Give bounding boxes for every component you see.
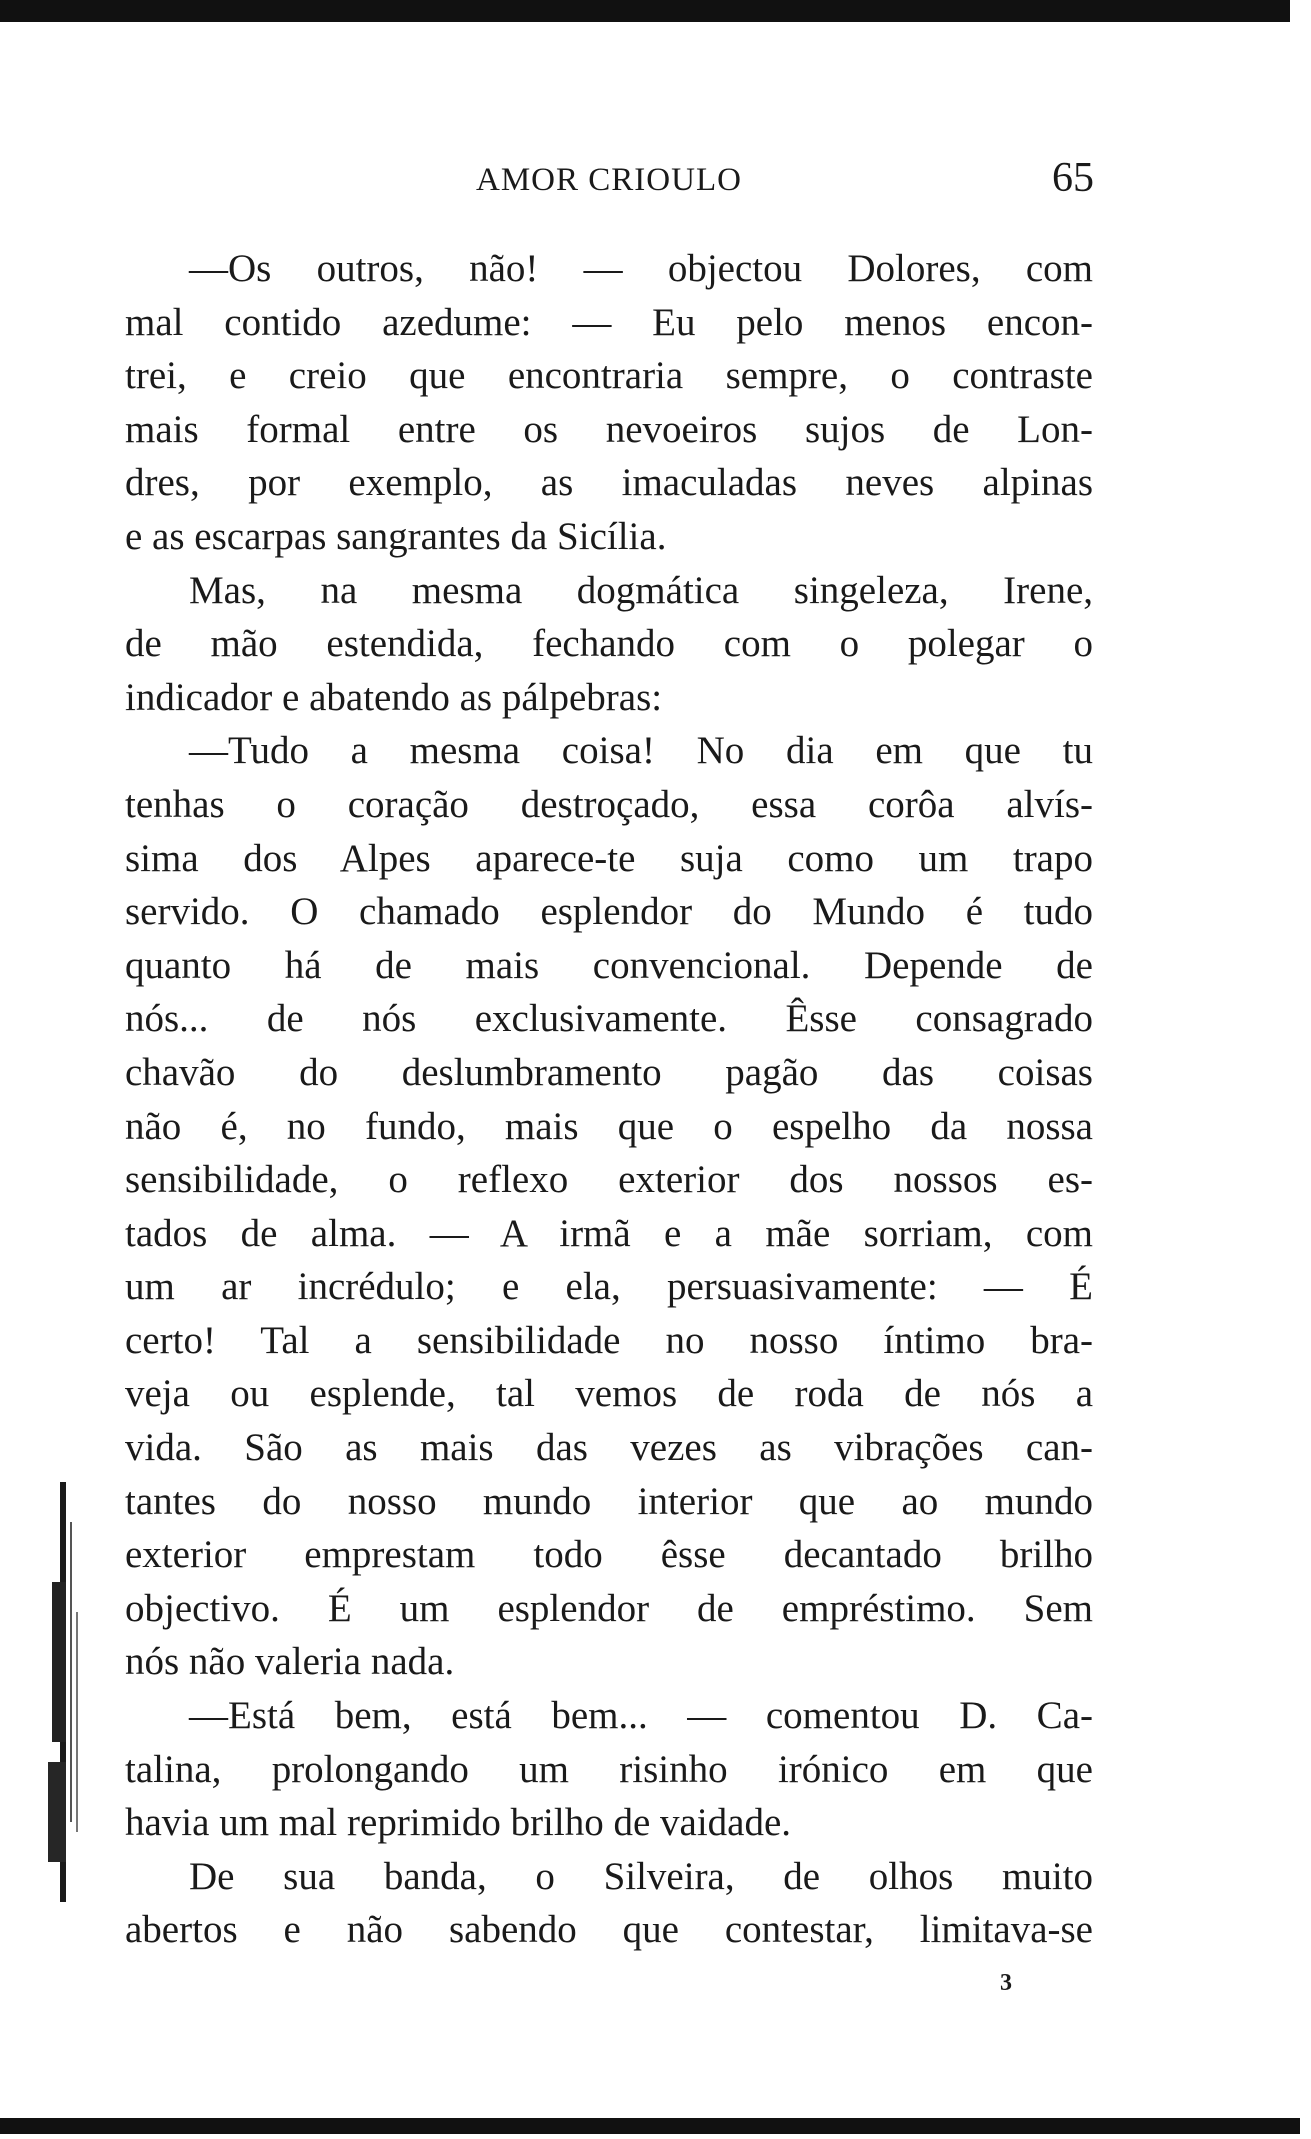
bottom-page-rule xyxy=(0,2118,1300,2134)
body-text xyxy=(125,242,1093,1957)
text-line: —Tudo a mesma coisa! No dia em que tu xyxy=(189,729,1093,773)
text-line: nós não valeria nada. xyxy=(125,1640,455,1684)
text-line: chavão do deslumbramento pagão das coisas xyxy=(125,1050,1093,1094)
text-line: dres, por exemplo, as imaculadas neves alpinas xyxy=(125,461,1093,505)
binding-shadow-mark xyxy=(40,1462,88,1932)
text-line: tantes do nosso mundo interior que ao mundo xyxy=(125,1479,1093,1523)
text-line: trei, e creio que encontraria sempre, o contraste xyxy=(125,354,1093,398)
text-line: mais formal entre os nevoeiros sujos de Lon- xyxy=(125,407,1093,451)
text-line: servido. O chamado esplendor do Mundo é tudo xyxy=(125,890,1093,934)
text-line: objectivo. É um esplendor de empréstimo. Sem xyxy=(125,1586,1093,1630)
text-line: sensibilidade, o reflexo exterior dos nossos es- xyxy=(125,1158,1093,1202)
text-line: e as escarpas sangrantes da Sicília. xyxy=(125,514,667,558)
text-line: exterior emprestam todo êsse decantado brilho xyxy=(125,1533,1093,1577)
text-line: —Os outros, não! — objectou Dolores, com xyxy=(189,247,1093,290)
text-line: não é, no fundo, mais que o espelho da nossa xyxy=(125,1104,1093,1148)
text-line: de mão estendida, fechando com o polegar o xyxy=(125,622,1093,666)
text-line: nós... de nós exclusivamente. Êsse consagrado xyxy=(125,997,1093,1041)
text-line: mal contido azedume: — Eu pelo menos encon- xyxy=(125,300,1093,344)
text-line: um ar incrédulo; e ela, persuasivamente: — É xyxy=(125,1265,1093,1309)
text-line: certo! Tal a sensibilidade no nosso íntimo bra- xyxy=(125,1318,1093,1362)
text-line: tados de alma. — A irmã e a mãe sorriam, com xyxy=(125,1211,1093,1255)
text-line: Mas, na mesma dogmática singeleza, Irene, xyxy=(189,568,1093,612)
text-line: abertos e não sabendo que contestar, limitava-se xyxy=(125,1908,1093,1952)
page-number: 65 xyxy=(1052,155,1094,201)
text-line: quanto há de mais convencional. Depende de xyxy=(125,943,1093,987)
text-line: —Está bem, está bem... — comentou D. Ca- xyxy=(189,1694,1093,1738)
text-line: talina, prolongando um risinho irónico em que xyxy=(125,1747,1093,1791)
text-line: sima dos Alpes aparece-te suja como um trapo xyxy=(125,836,1093,880)
running-head: AMOR CRIOULO xyxy=(476,162,742,198)
top-page-rule xyxy=(0,0,1290,22)
text-line: veja ou esplende, tal vemos de roda de nós a xyxy=(125,1372,1093,1416)
text-line: tenhas o coração destroçado, essa corôa alvís- xyxy=(125,782,1093,826)
text-line: De sua banda, o Silveira, de olhos muito xyxy=(189,1854,1093,1898)
text-line: havia um mal reprimido brilho de vaidade. xyxy=(125,1801,792,1845)
text-line: vida. São as mais das vezes as vibrações can- xyxy=(125,1426,1093,1470)
signature-mark: 3 xyxy=(1000,1970,1012,1996)
text-line: indicador e abatendo as pálpebras: xyxy=(125,675,663,719)
